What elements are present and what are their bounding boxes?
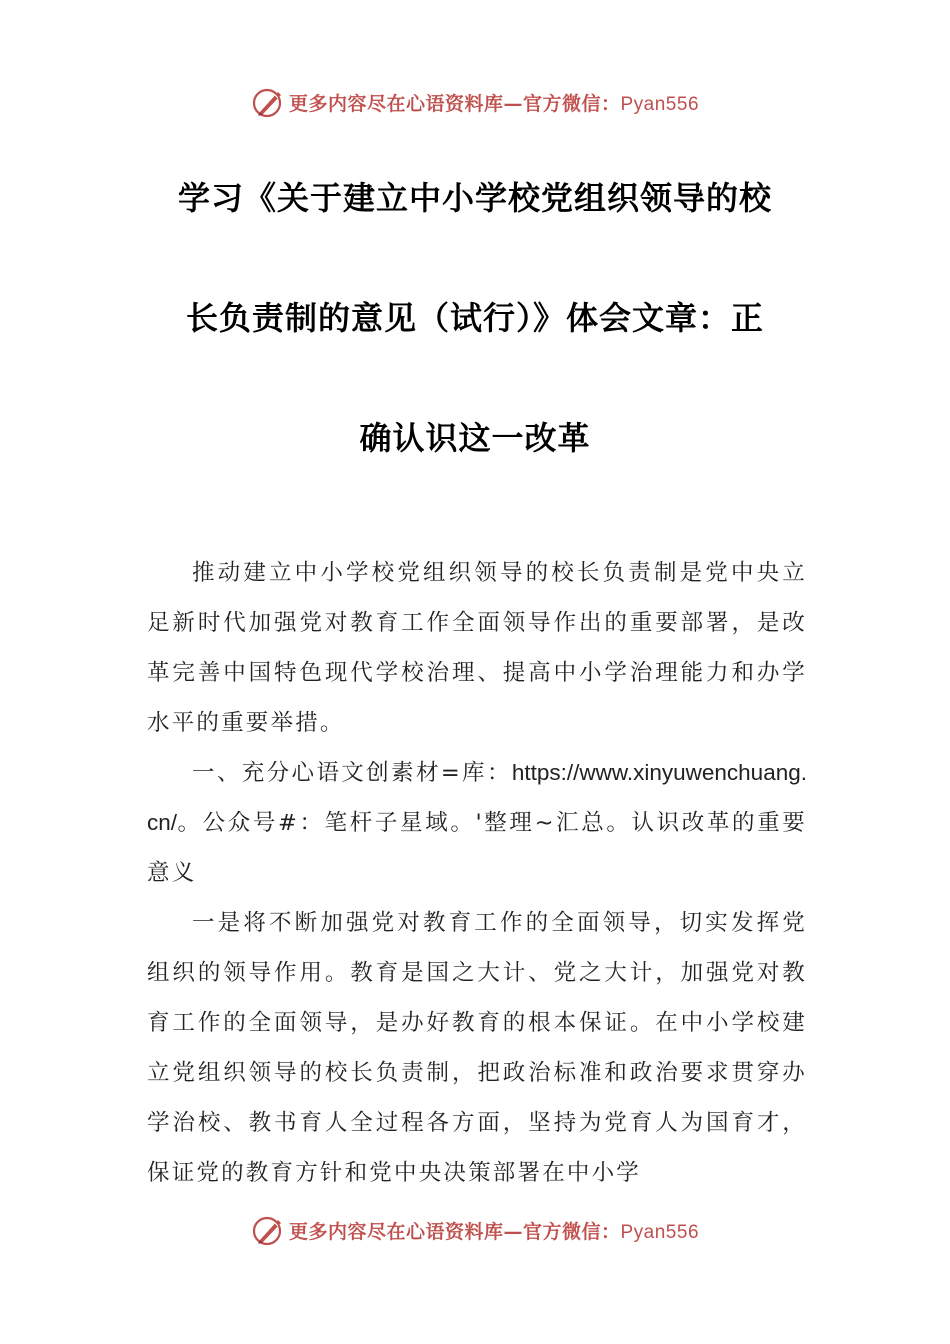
header-banner bbox=[0, 82, 950, 122]
paragraph-section-one bbox=[147, 748, 807, 898]
paragraph-intro: 推动建立中小学校党组织领导的校长负责制是党中央立足新时代加强党对教育工作全面领导作出的重要部署，是改革完善中国特色现代学校治理、提高中小学治理能力和办学水平的重要举措。 bbox=[147, 560, 807, 736]
document-body bbox=[147, 548, 807, 1198]
pen-logo-icon bbox=[251, 85, 285, 119]
header-banner-cn: 更多内容尽在心语资料库—官方微信： bbox=[288, 92, 621, 115]
footer-banner-cn: 更多内容尽在心语资料库—官方微信： bbox=[288, 1220, 621, 1243]
document-title-line-2: 长负责制的意见（试行）》体会文章：正 bbox=[185, 299, 764, 337]
header-banner-wechat-id: Pyan556 bbox=[620, 93, 700, 115]
section-one-heading-end: 。公众号#：笔杆子星域。'整理~汇总。认识改革的重要意义 bbox=[147, 810, 807, 886]
footer-banner bbox=[0, 1210, 950, 1250]
document-title-line-1: 学习《关于建立中小学校党组织领导的校 bbox=[177, 179, 772, 217]
document-title-line-3: 确认识这一改革 bbox=[359, 419, 591, 457]
pen-logo-icon bbox=[251, 1213, 285, 1247]
header-banner-text bbox=[289, 89, 699, 116]
footer-banner-wechat-id: Pyan556 bbox=[620, 1221, 700, 1243]
section-one-heading-start: 一、充分心语文创素材=库： bbox=[192, 760, 512, 786]
source-url: https://www.xinyuwenchuang.cn/ bbox=[147, 760, 807, 835]
footer-banner-text bbox=[289, 1217, 699, 1244]
paragraph-point-one: 一是将不断加强党对教育工作的全面领导，切实发挥党组织的领导作用。教育是国之大计、党之大计，加强党对教育工作的全面领导，是办好教育的根本保证。在中小学校建立党组织领导的校长负责制，把政治标准和政治要求贯穿办学治校、教书育人全过程各方面，坚持为党育人为国育才，保证党的教育方针和党中央决策部署在中小学 bbox=[147, 910, 807, 1186]
